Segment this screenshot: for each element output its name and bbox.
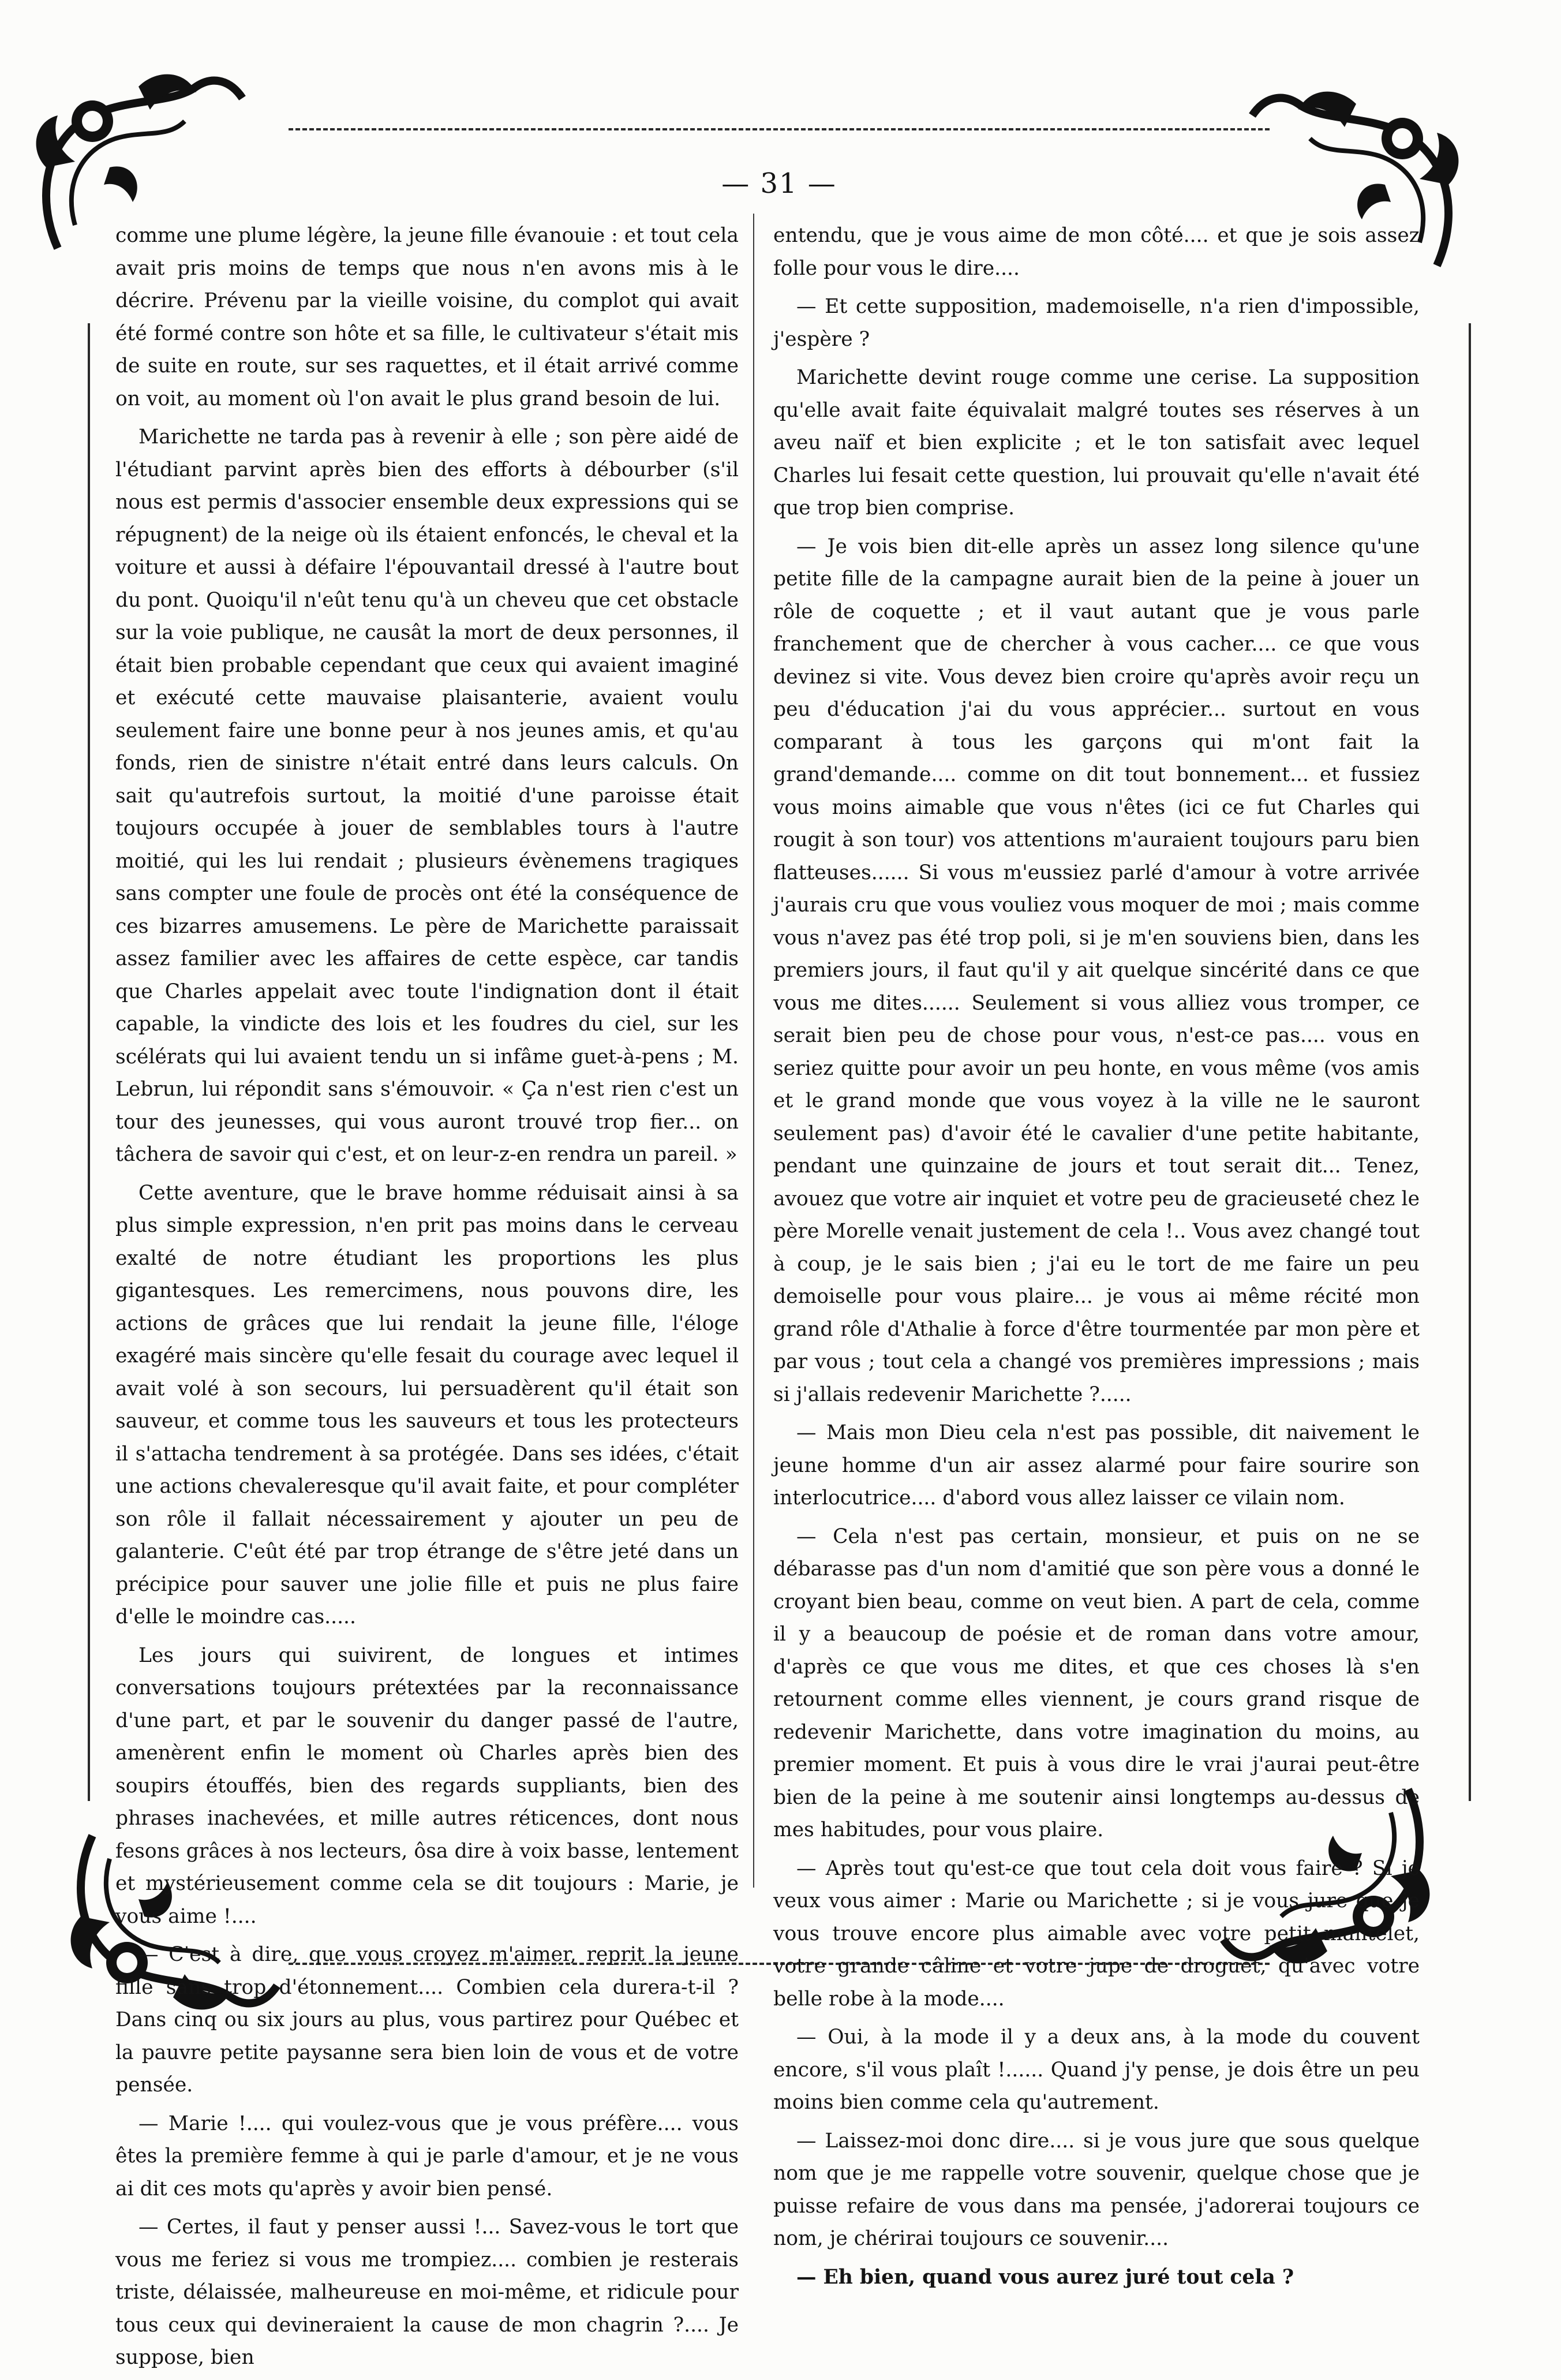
column-divider: [753, 214, 754, 1888]
paragraph: Cette aventure, que le brave homme réduisait ainsi à sa plus simple expression, n'en prit pas moins dans le cerveau exalté de notre étudiant les proportions les plus gigantesques. Les remercimens, nous pouvons dire, les actions de grâces que lui rendait la jeune fille, l'éloge exagéré mais sincère qu'elle fesait du courage avec lequel il avait volé à son secours, lui persuadèrent qu'il était son sauveur, et comme tous les sauveurs et tous les protecteurs il s'attacha tendrement à sa protégée. Dans ses idées, c'était une actions chevaleresque qu'il avait faite, et pour compléter son rôle il fallait nécessairement y ajouter un peu de galanterie. C'eût été par trop étrange de s'être jeté dans un précipice pour sauver une jolie fille et puis ne plus faire d'elle le moindre cas.....: [115, 1181, 739, 1628]
paragraph: — Laissez-moi donc dire.... si je vous jure que sous quelque nom que je me rappelle votre souvenir, quelque chose que je puisse refaire de vous dans ma pensée, j'adorerai toujours ce nom, je chérirai toujours ce souvenir....: [773, 2129, 1420, 2250]
paragraph: — Mais mon Dieu cela n'est pas possible, dit naivement le jeune homme d'un air assez alarmé pour faire sourire son interlocutrice.... d'abord vous allez laisser ce vilain nom.: [773, 1421, 1420, 1510]
paragraph: — C'est à dire, que vous croyez m'aimer, reprit la jeune fille sans trop d'étonnement.... Combien cela durera-t-il ? Dans cinq ou six jours au plus, vous partirez pour Québec et la pauvre petite paysanne sera bien loin de vous et de votre pensée.: [115, 1943, 739, 2097]
right-border-rule: [1469, 323, 1471, 1801]
paragraph: — Eh bien, quand vous aurez juré tout cela ?: [796, 2265, 1294, 2289]
paragraph: entendu, que je vous aime de mon côté.... et que je sois assez folle pour vous le dire....: [773, 224, 1420, 280]
paragraph: — Marie !.... qui voulez-vous que je vous préfère.... vous êtes la première femme à qui je parle d'amour, et je ne vous ai dit ces mots qu'après y avoir bien pensé.: [115, 2112, 739, 2200]
paragraph: Marichette ne tarda pas à revenir à elle ; son père aidé de l'étudiant parvint après bien des efforts à débourber (s'il nous est permis d'associer ensemble deux expressions qui se répugnent) de la neige où ils étaient enfoncés, le cheval et la voiture et aussi à défaire l'épouvantail dressé à l'autre bout du pont. Quoiqu'il n'eût tenu qu'à un cheveu que cet obstacle sur la voie publique, ne causât la mort de deux personnes, il était bien probable cependant que ceux qui avaient imaginé et exécuté cette mauvaise plaisanterie, avaient voulu seulement faire une bonne peur à nos jeunes amis, et qu'au fonds, rien de sinistre n'était entré dans leurs calculs. On sait qu'autrefois surtout, la moitié d'une paroisse était toujours occupée à jouer de semblables tours à l'autre moitié, qui les lui rendait ; plusieurs évènemens tragiques sans compter une foule de procès ont été la conséquence de ces bizarres amusemens. Le père de Marichette paraissait assez familier avec les affaires de cette espèce, car tandis que Charles appelait avec toute l'indignation dont il était capable, la vindicte des lois et les foudres du ciel, sur les scélérats qui lui avaient tendu un si infâme guet-à-pens ; M. Lebrun, lui répondit sans s'émouvoir. « Ça n'est rien c'est un tour des jeunesses, qui vous auront trouvé trop fier... on tâchera de savoir qui c'est, et on leur-z-en rendra un pareil. »: [115, 425, 739, 1166]
paragraph: — Après tout qu'est-ce que tout cela doit vous faire ? Si je veux vous aimer : Marie ou Marichette ; si je vous jure que je vous trouve encore plus aimable avec votre petit mantelet, votre grande câline et votre jupe de droguet, qu'avec votre belle robe à la mode....: [773, 1856, 1420, 2011]
page-number: — 31 —: [721, 167, 837, 200]
left-text-column: [115, 219, 739, 2380]
left-border-rule: [88, 323, 90, 1801]
paragraph: — Certes, il faut y penser aussi !... Savez-vous le tort que vous me feriez si vous me trompiez.... combien je resterais triste, délaissée, malheureuse en moi-même, et ridicule pour tous ceux qui devineraient la cause de mon chagrin ?.... Je suppose, bien: [115, 2215, 739, 2369]
paragraph: — Oui, à la mode il y a deux ans, à la mode du couvent encore, s'il vous plaît !...... Quand j'y pense, je dois être un peu moins bien comme cela qu'autrement.: [773, 2026, 1420, 2114]
paragraph: — Et cette supposition, mademoiselle, n'a rien d'impossible, j'espère ?: [773, 295, 1420, 351]
paragraph: — Cela n'est pas certain, monsieur, et puis on ne se débarasse pas d'un nom d'amitié que son père vous a donné le croyant bien beau, comme on veut bien. A part de cela, comme il y a beaucoup de poésie et de roman dans votre amour, d'après ce que vous me dites, et que ces choses là s'en retournent comme elles viennent, je cours grand risque de redevenir Marichette, dans votre imagination du moins, au premier moment. Et puis à vous dire le vrai j'aurai peut-être bien de la peine à me soutenir ainsi longtemps au-dessus de mes habitudes, pour vous plaire.: [773, 1525, 1420, 1841]
right-text-column: [773, 219, 1420, 2299]
paragraph: comme une plume légère, la jeune fille évanouie : et tout cela avait pris moins de temps que nous n'en avons mis à le décrire. Prévenu par la vieille voisine, du complot qui avait été formé contre son hôte et sa fille, le cultivateur s'était mis de suite en route, sur ses raquettes, et il était arrivé comme on voit, au moment où l'on avait le plus grand besoin de lui.: [115, 224, 739, 410]
paragraph: — Je vois bien dit-elle après un assez long silence qu'une petite fille de la campagne aurait bien de la peine à jouer un rôle de coquette ; et il vaut autant que je vous parle franchement que de chercher à vous cacher.... ce que vous devinez si vite. Vous devez bien croire qu'après avoir reçu un peu d'éducation j'ai du vous apprécier... surtout en vous comparant à tous les garçons qui m'ont fait la grand'demande.... comme on dit tout bonnement... et fussiez vous moins aimable que vous n'êtes (ici ce fut Charles qui rougit à son tour) vos attentions m'auraient toujours paru bien flatteuses...... Si vous m'eussiez parlé d'amour à votre arrivée j'aurais cru que vous vouliez vous moquer de moi ; mais comme vous n'avez pas été trop poli, si je m'en souviens bien, dans les premiers jours, il faut qu'il y ait quelque sincérité dans ce que vous me dites...... Seulement si vous alliez vous tromper, ce serait bien peu de chose pour vous, n'est-ce pas.... vous en seriez quitte pour avoir un peu honte, en vous même (vos amis et le grand monde que vous voyez à la ville ne le sauront seulement pas) d'avoir été le cavalier d'une petite habitante, pendant une quinzaine de jours et tout serait dit... Tenez, avouez que votre air inquiet et votre peu de gracieuseté chez le père Morelle venait justement de cela !.. Vous avez changé tout à coup, je le sais bien ; j'ai eu le tort de me faire un peu demoiselle pour vous plaire... je vous ai même récité mon grand rôle d'Athalie à force d'être tourmentée par mon père et par vous ; tout cela a changé vos premières impressions ; mais si j'allais redevenir Marichette ?.....: [773, 535, 1420, 1406]
paragraph: Marichette devint rouge comme une cerise. La supposition qu'elle avait faite équivalait malgré toutes ses réserves à un aveu naïf et bien explicite ; et le ton satisfait avec lequel Charles lui fesait cette question, lui prouvait qu'elle n'avait été que trop bien comprise.: [773, 366, 1420, 520]
top-border-rule: [289, 128, 1270, 130]
paragraph: Les jours qui suivirent, de longues et intimes conversations toujours prétextées par la reconnaissance d'une part, et par le souvenir du danger passé de l'autre, amenèrent enfin le moment où Charles après bien des soupirs étouffés, bien des regards suppliants, bien des phrases inachevées, et mille autres réticences, dont nous fesons grâces à nos lecteurs, ôsa dire à voix basse, lentement et mystérieusement comme cela se dit toujours : Marie, je vous aime !....: [115, 1643, 739, 1928]
